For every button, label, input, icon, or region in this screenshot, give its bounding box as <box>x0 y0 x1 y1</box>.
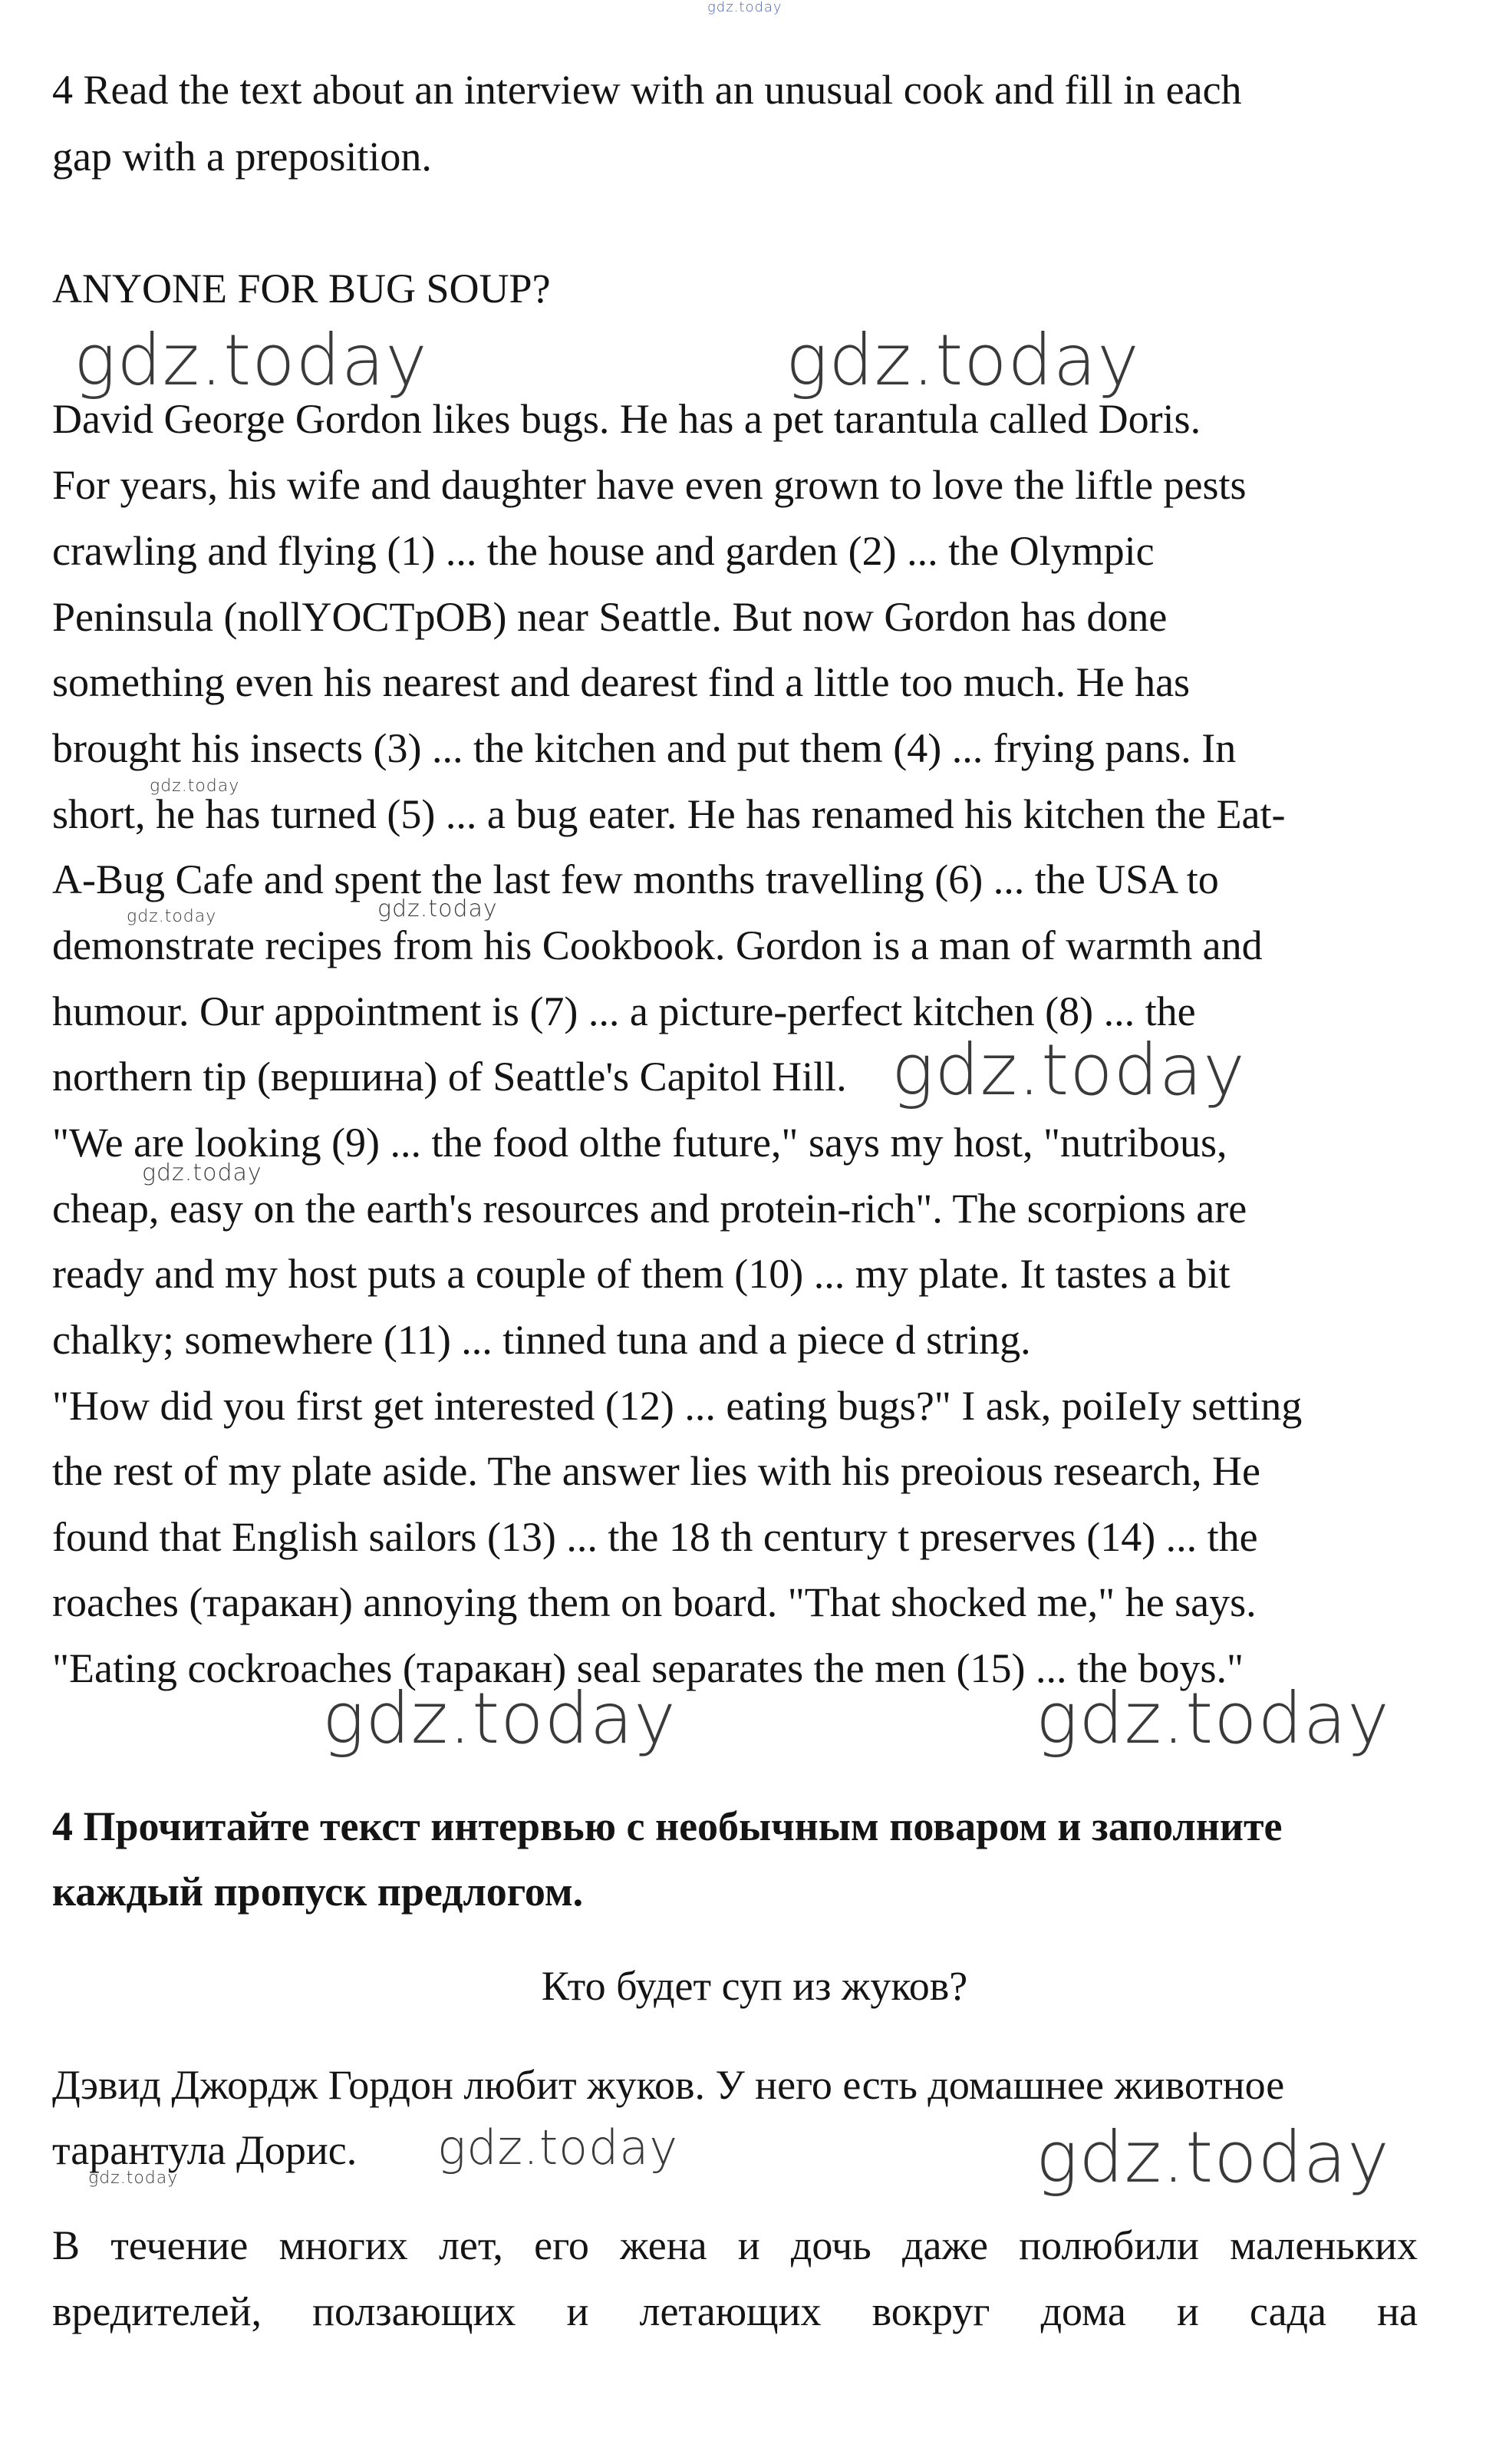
watermark-1: gdz.today <box>74 319 428 401</box>
english-title: ANYONE FOR BUG SOUP? <box>52 266 551 312</box>
ru-para2-line-1: В течение многих лет, его жена и дочь даже полюбили маленьких <box>52 2222 1418 2268</box>
watermark-12: gdz.today <box>88 2169 179 2188</box>
watermark-4: gdz.today <box>127 907 217 926</box>
task-line-1: 4 Read the text about an interview with an unusual cook and fill in each <box>52 67 1242 113</box>
english-line-1: David George Gordon likes bugs. He has a pet tarantula called Doris. <box>52 396 1201 442</box>
watermark-7: gdz.today <box>142 1159 262 1186</box>
watermark-3: gdz.today <box>150 777 240 796</box>
english-line-9: demonstrate recipes from his Cookbook. Gordon is a man of warmth and <box>52 922 1263 968</box>
ru-para2-line-2: вредителей, ползающих и летающих вокруг дома и сада на <box>52 2288 1418 2334</box>
english-line-16: "How did you first get interested (12) ... eating bugs?" I ask, poiIeIy setting <box>52 1383 1303 1429</box>
english-line-4: Peninsula (nollYOCTpOB) near Seattle. But now Gordon has done <box>52 594 1168 640</box>
english-line-12: "We are looking (9) ... the food olthe future," says my host, "nutribous, <box>52 1120 1227 1166</box>
english-line-18: found that English sailors (13) ... the 18 th century t preserves (14) ... the <box>52 1514 1258 1560</box>
english-line-8: A-Bug Cafe and spent the last few months travelling (6) ... the USA to <box>52 856 1219 902</box>
english-line-17: the rest of my plate aside. The answer lies with his preoious research, He <box>52 1448 1261 1494</box>
english-line-2: For years, his wife and daughter have even grown to love the liftle pests <box>52 462 1247 508</box>
ru-task-line-1: 4 Прочитайте текст интервью с необычным поваром и заполните <box>52 1803 1283 1849</box>
english-line-20: "Eating cockroaches (таракан) seal separates the men (15) ... the boys." <box>52 1645 1244 1691</box>
english-line-15: chalky; somewhere (11) ... tinned tuna and a piece d string. <box>52 1317 1031 1363</box>
ru-para1-line-1: Дэвид Джордж Гордон любит жуков. У него есть домашнее животное <box>52 2062 1285 2108</box>
ru-para1-line-2: тарантула Дорис. <box>52 2127 357 2173</box>
english-line-7: short, he has turned (5) ... a bug eater. He has renamed his kitchen the Eat- <box>52 791 1286 837</box>
watermark-9: gdz.today <box>1036 1677 1390 1760</box>
watermark-top: gdz.today <box>707 0 783 15</box>
english-line-14: ready and my host puts a couple of them (10) ... my plate. It tastes a bit <box>52 1251 1231 1297</box>
english-line-13: cheap, easy on the earth's resources and protein-rich". The scorpions are <box>52 1186 1247 1232</box>
watermark-6: gdz.today <box>891 1029 1246 1111</box>
watermark-11: gdz.today <box>1036 2116 1390 2198</box>
english-line-19: roaches (таракан) annoying them on board. "That shocked me," he says. <box>52 1579 1257 1625</box>
watermark-5: gdz.today <box>377 896 498 922</box>
english-line-10: humour. Our appointment is (7) ... a picture-perfect kitchen (8) ... the <box>52 988 1196 1034</box>
ru-task-line-2: каждый пропуск предлогом. <box>52 1869 584 1915</box>
english-line-11: northern tip (вершина) of Seattle's Capitol Hill. <box>52 1054 847 1100</box>
watermark-2: gdz.today <box>786 319 1140 401</box>
task-line-2: gap with a preposition. <box>52 134 432 180</box>
english-line-3: crawling and flying (1) ... the house and garden (2) ... the Olympic <box>52 528 1155 574</box>
english-line-6: brought his insects (3) ... the kitchen and put them (4) ... frying pans. In <box>52 725 1237 771</box>
watermark-10: gdz.today <box>437 2119 679 2175</box>
watermark-8: gdz.today <box>322 1677 677 1760</box>
ru-title: Кто будет суп из жуков? <box>541 1963 968 2009</box>
english-line-5: something even his nearest and dearest find a little too much. He has <box>52 659 1191 705</box>
